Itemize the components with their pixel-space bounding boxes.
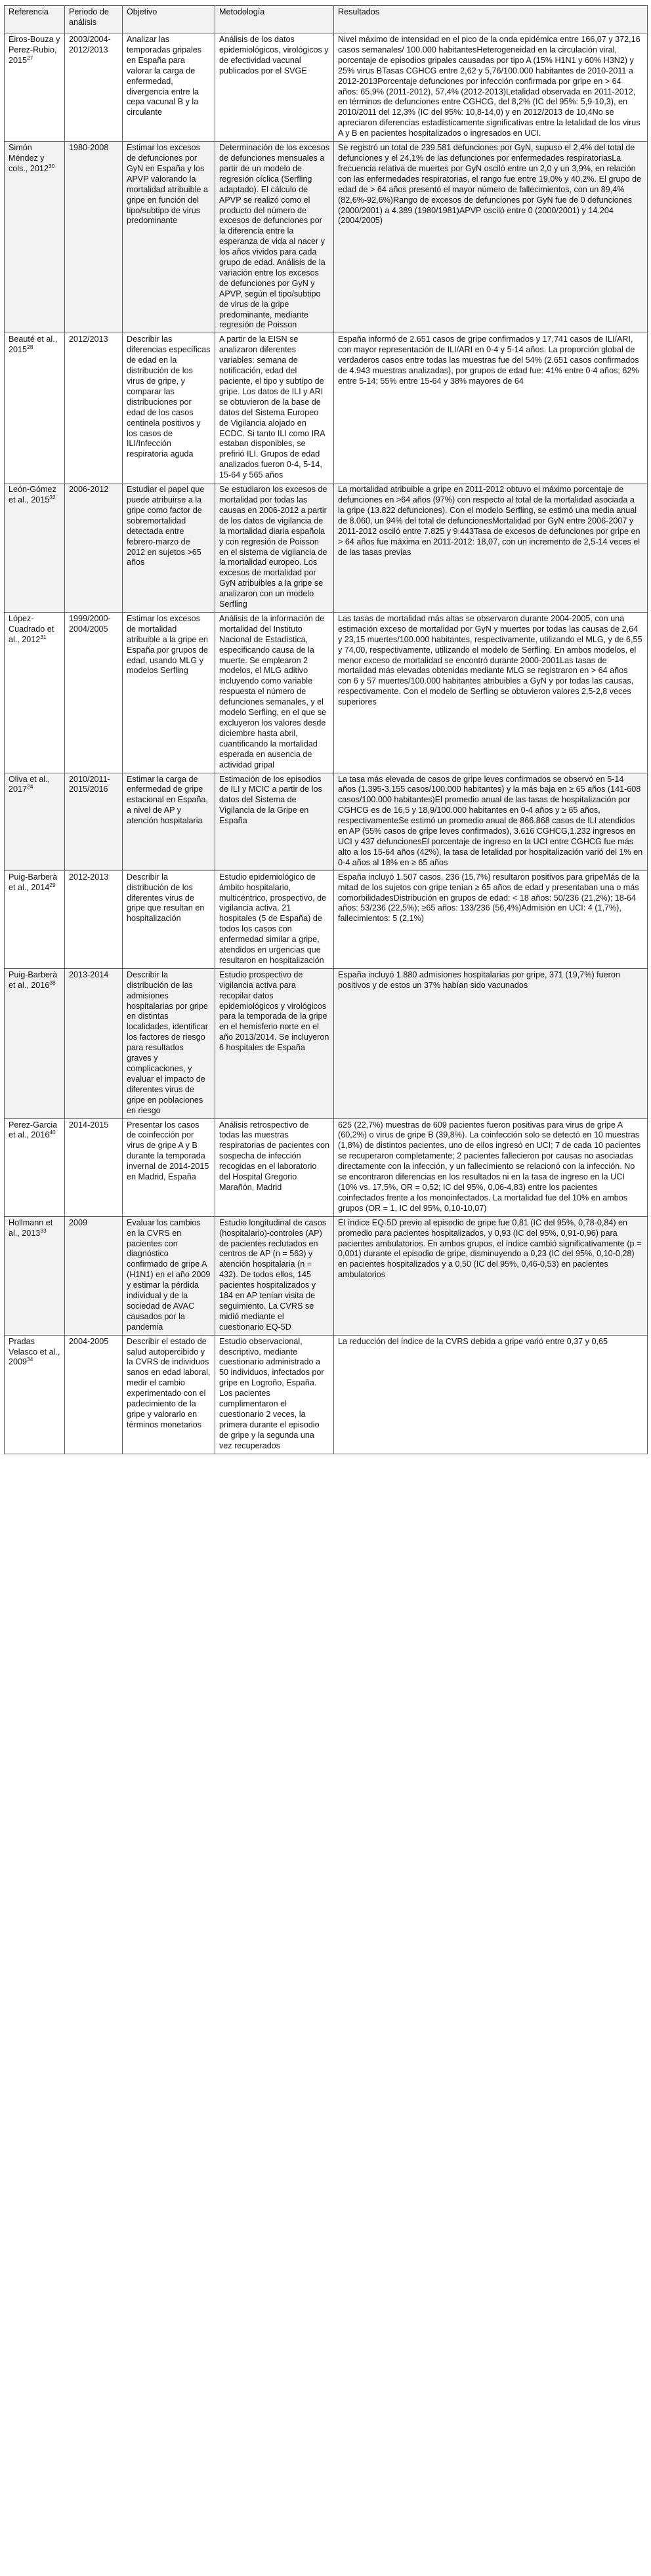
header-objetivo: Objetivo [123, 6, 215, 33]
reference-text: León-Gómez et al., 2015 [9, 485, 56, 504]
results-cell: La mortalidad atribuible a gripe en 2011-2012 obtuvo el máximo porcentaje de defunciones en >64 años (97%) con respecto al total de la mortalidad asociada a la gripe (13.822 defunciones). Con el modelo Serfling, se estimó una media anual de 8.060, un 94% del total de defuncionesMortalidad por GyN entre 2006-2007 y 2011-2012 osciló entre 7.825 y 9.443Tasa de excesos de defunciones por gripe en > 64 años fue máxima en 2011-2012: 18,07, con un incremento de 2,5-14 veces el de las tasas previas [334, 483, 648, 613]
objective-cell: Describir la distribución de los diferentes virus de gripe que resultan en hospitalización [123, 870, 215, 968]
reference-text: Hollmann et al., 2013 [9, 1217, 53, 1238]
methodology-cell: A partir de la EISN se analizaron diferentes variables: semana de notificación, edad del paciente, el tipo y subtipo de gripe. Los datos de ILI y ARI se obtuvieron de la base de datos del Sistema Europeo de Vigilancia alojado en ECDC. Si tanto ILI como IRA estaban disponibles, se prefirió ILI. Grupos de edad analizados fueron 0-4, 5-14, 15-64 y 565 años [215, 333, 334, 483]
header-periodo: Periodo de análisis [65, 6, 123, 33]
reference-text: Puig-Barberà et al., 2014 [9, 872, 58, 892]
methodology-cell: Estudio observacional, descriptivo, mediante cuestionario administrado a 50 individuos, infectados por gripe en Logroño, España. Los pacientes cumplimentaron el cuestionario 2 veces, la primera durante el episodio de gripe y la segunda una vez recuperados [215, 1335, 334, 1454]
table-row [5, 483, 648, 613]
period-cell: 2006-2012 [65, 483, 123, 613]
reference-number: 30 [48, 162, 55, 169]
table-row [5, 1118, 648, 1216]
reference-number: 33 [40, 1227, 47, 1234]
table-row [5, 870, 648, 968]
reference-number: 38 [49, 979, 56, 986]
header-referencia: Referencia [5, 6, 65, 33]
period-cell: 2004-2005 [65, 1335, 123, 1454]
reference-cell [5, 870, 65, 968]
results-cell: Las tasas de mortalidad más altas se observaron durante 2004-2005, con una estimación exceso de mortalidad por GyN y muertes por todas las causas de 2,64 y 23,15 muertes/100.000 habitantes, respectivamente, utilizando el MLG, y de 6,55 y 74,00, respectivamente, utilizando el modelo de Serfling. En ambos modelos, el menor exceso de mortalidad se encontró durante 2000-2001Las tasas de mortalidad más elevadas obtenidas mediante MLG se registraron en > 64 años con 6 y 57 muertes/100.000 habitantes atribuibles a GyN y por todas las causas, respectivamente. Con el modelo de Serfling se obtuvieron valores 2,5-2,8 veces superiores [334, 612, 648, 773]
reference-number: 27 [27, 54, 33, 61]
reference-number: 28 [27, 344, 33, 351]
methodology-cell: Determinación de los excesos de defunciones mensuales a partir de un modelo de regresión cíclica (Serfling adaptado). El cálculo de APVP se realizó como el producto del número de excesos de defunciones por la diferencia entre la esperanza de vida al nacer y los años vividos para cada grupo de edad. Análisis de la variación entre los excesos de defunciones por GyN y APVP, según el tipo/subtipo de virus de la gripe predominante, mediante regresión de Poisson [215, 142, 334, 333]
methodology-cell: Análisis de la información de mortalidad del Instituto Nacional de Estadística, especificando causa de la muerte. Se emplearon 2 modelos, el MLG aditivo incluyendo como variable respuesta el número de defunciones semanales, y el modelo Serfling, en el que se excluyeron los valores desde diciembre hasta abril, cuantificando la mortalidad esperada en ausencia de actividad gripal [215, 612, 334, 773]
objective-cell: Estimar los excesos de defunciones por GyN en España y los APVP valorando la mortalidad atribuible a gripe en función del tipo/subtipo de virus predominante [123, 142, 215, 333]
table-row [5, 968, 648, 1118]
table-row [5, 1216, 648, 1335]
period-cell: 2012/2013 [65, 333, 123, 483]
results-cell: La tasa más elevada de casos de gripe leves confirmados se observó en 5-14 años (1.395-3.155 casos/100.000 habitantes) y la más baja en ≥ 65 años (141-608 casos/100.000 habitantes)El promedio anual de las tasas de hospitalización por CGHCG es de 16,5 y 18,9/100.000 habitantes en 0-4 años y ≥ 65 años, respectivamenteSe estimó un promedio anual de 866.868 casos de ILI atendidos en AP (55% casos de gripe leves confirmados), 3.616 CGHCG,1.232 ingresos en UCI y 437 defuncionesEl porcentaje de ingreso en la UCI entre CGHCG fue más alto a los 15-64 años (42%), la tasa de letalidad por hospitalización varió del 1% en 0-4 años al 18% en ≥ 65 años [334, 773, 648, 870]
reference-text: Oliva et al., 2017 [9, 774, 50, 794]
reference-cell [5, 612, 65, 773]
reference-text: Pradas Velasco et al., 2009 [9, 1336, 60, 1367]
reference-cell [5, 773, 65, 870]
results-cell: 625 (22,7%) muestras de 609 pacientes fueron positivas para virus de gripe A (60,2%) o virus de gripe B (39,8%). La coinfección solo se detectó en 10 muestras (1,8%) de distintos pacientes, uno de ellos ingresó en UCI; 7 de cada 10 pacientes se recuperaron completamente; 2 pacientes fallecieron por causas no asociadas directamente con la infección, y un fallecimiento se relacionó con la infección. No se encontraron diferencias en los resultados ni en la tasa de ingreso en la UCI (10% vs. 17,5%, OR = 0,52; IC del 95%, 0,06-4,83) entre los pacientes coinfectados frente a los monoinfectados. La mortalidad fue del 10% en ambos grupos (OR = 1, IC del 95%, 0,10-10,07) [334, 1118, 648, 1216]
methodology-cell: Se estudiaron los excesos de mortalidad por todas las causas en 2006-2012 a partir de los datos de vigilancia de la mortalidad diaria española y con regresión de Poisson en el sistema de vigilancia de la mortalidad europeo. Los excesos de mortalidad por GyN atribuibles a la gripe se analizaron con un modelo Serfling [215, 483, 334, 613]
table-row [5, 612, 648, 773]
table-row [5, 142, 648, 333]
reference-cell [5, 1335, 65, 1454]
results-cell: Nivel máximo de intensidad en el pico de la onda epidémica entre 166,07 y 372,16 casos semanales/ 100.000 habitantesHeterogeneidad en la circulación viral, porcentaje de episodios gripales causadas por tipo A (15% H1N1 y 60% H3N2) y 25% virus BTasas CGHCG entre 2,62 y 5,76/100.000 habitantes de 2010-2011 a 2012-2013Porcentaje defunciones por infección confirmada por gripe en > 64 años: 65,9% (2011-2012), 57,4% (2012-2013)Letalidad observada en 2011-2012, en términos de defunciones entre CGHCG, del 8,2% (IC del 95%: 5,9-10,3), en 2010/2011 del 12,3% (IC del 95%: 10,8-14,0) y en 2012/2013 de 10,4No se apreciaron diferencias estadísticamente significativas entre la letalidad de los virus A y B en pacientes hospitalizados o ingresados en UCI. [334, 33, 648, 142]
reference-cell [5, 333, 65, 483]
reference-number: 34 [27, 1356, 33, 1363]
reference-cell [5, 142, 65, 333]
objective-cell: Describir la distribución de las admisiones hospitalarias por gripe en distintas localidades, identificar los factores de riesgo para resultados graves y complicaciones, y evaluar el impacto de diferentes virus de gripe en poblaciones en riesgo [123, 968, 215, 1118]
period-cell: 2009 [65, 1216, 123, 1335]
results-cell: España informó de 2.651 casos de gripe confirmados y 17,741 casos de ILI/ARI, con mayor representación de ILI/ARI en 0-4 y 5-14 años. La proporción global de verdaderos casos entre todas las muestras fue del 54% (2.651 casos confirmados de 4.943 muestras analizadas), por grupos de edad fue: 41% entre 0-4 años; 62% entre 5-14; 55% entre 15-64 y 38% mayores de 64 [334, 333, 648, 483]
reference-cell [5, 1216, 65, 1335]
objective-cell: Presentar los casos de coinfección por virus de gripe A y B durante la temporada invernal de 2014-2015 en Madrid, España [123, 1118, 215, 1216]
reference-text: Simón Méndez y cols., 2012 [9, 143, 49, 173]
objective-cell: Estimar la carga de enfermedad de gripe estacional en España, a nivel de AP y atención hospitalaria [123, 773, 215, 870]
results-cell: Se registró un total de 239.581 defunciones por GyN, supuso el 2,4% del total de defunciones y el 24,1% de las defunciones por enfermedades respiratoriasLa frecuencia relativa de muertes por GyN osciló entre un 2,0 y un 3,9%, en relación con las enfermedades respiratorias, el rango fue entre 19,0% y 40,2%. El grupo de edad de > 64 años presentó el mayor número de fallecimientos, con un 89,4% (82,6%-92,6%)Rango de excesos de defunciones por GyN fue de 0 defunciones (2000/2001) a 4.389 (1980/1981)APVP osciló entre 0 (2000/2001) y 14.204 (2004/2005) [334, 142, 648, 333]
reference-number: 40 [49, 1129, 56, 1136]
header-row [5, 6, 648, 33]
period-cell: 1999/2000-2004/2005 [65, 612, 123, 773]
reference-cell [5, 1118, 65, 1216]
objective-cell: Analizar las temporadas gripales en España para valorar la carga de enfermedad, divergencia entre la cepa vacunal B y la circulante [123, 33, 215, 142]
reference-number: 31 [40, 633, 47, 640]
reference-number: 24 [27, 783, 33, 790]
period-cell: 2012-2013 [65, 870, 123, 968]
reference-text: Beauté et al., 2015 [9, 335, 58, 355]
period-cell: 2013-2014 [65, 968, 123, 1118]
objective-cell: Estimar los excesos de mortalidad atribuible a la gripe en España por grupos de edad, usando MLG y modelos Serfling [123, 612, 215, 773]
table-body [5, 33, 648, 1454]
reference-text: Perez-Garcia et al., 2016 [9, 1120, 58, 1140]
period-cell: 2003/2004-2012/2013 [65, 33, 123, 142]
period-cell: 2010/2011-2015/2016 [65, 773, 123, 870]
methodology-cell: Análisis retrospectivo de todas las muestras respiratorias de pacientes con sospecha de infección recogidas en el laboratorio del Hospital Gregorio Marañón, Madrid [215, 1118, 334, 1216]
period-cell: 2014-2015 [65, 1118, 123, 1216]
results-cell: El índice EQ-5D previo al episodio de gripe fue 0,81 (IC del 95%, 0,78-0,84) en promedio para pacientes hospitalizados, y 0,93 (IC del 95%, 0,91-0,96) para pacientes ambulatorios. En ambos grupos, el índice cambió significativamente (p = 0,001) durante el episodio de gripe, disminuyendo a 0,23 (IC del 95%, 0,10-0,28) en pacientes hospitalizados y a 0,50 (IC del 95%, 0,46-0,53) en pacientes ambulatorios [334, 1216, 648, 1335]
reference-text: Puig-Barberà et al., 2016 [9, 970, 58, 990]
methodology-cell: Análisis de los datos epidemiológicos, virológicos y de efectividad vacunal publicados por el SVGE [215, 33, 334, 142]
methodology-cell: Estudio longitudinal de casos (hospitalario)-controles (AP) de pacientes reclutados en centros de AP (n = 563) y atención hospitalaria (n = 432). De todos ellos, 145 pacientes hospitalizados y 184 en AP tenían visita de seguimiento. La CVRS se midió mediante el cuestionario EQ-5D [215, 1216, 334, 1335]
reference-text: López-Cuadrado et al., 2012 [9, 613, 54, 644]
objective-cell: Evaluar los cambios en la CVRS en pacientes con diagnóstico confirmado de gripe A (H1N1) en el año 2009 y estimar la pérdida individual y de la sociedad de AVAC causados por la pandemia [123, 1216, 215, 1335]
methodology-cell: Estudio epidemiológico de ámbito hospitalario, multicéntrico, prospectivo, de vigilancia activa. 21 hospitales (5 de España) de todos los casos con enfermedad similar a gripe, atendidos en urgencias que resultaron en hospitalización [215, 870, 334, 968]
objective-cell: Describir el estado de salud autopercibido y la CVRS de individuos sanos en edad laboral, medir el cambio experimentado con el padecimiento de la gripe y valorarlo en términos monetarios [123, 1335, 215, 1454]
table-row [5, 773, 648, 870]
table-row [5, 333, 648, 483]
table-row [5, 33, 648, 142]
methodology-cell: Estudio prospectivo de vigilancia activa para recopilar datos epidemiológicos y virológicos para la temporada de la gripe en el hemisferio norte en el año 2013/2014. Se incluyeron 6 hospitales de España [215, 968, 334, 1118]
methodology-cell: Estimación de los episodios de ILI y MCIC a partir de los datos del Sistema de Vigilancia de la Gripe en España [215, 773, 334, 870]
results-table [4, 5, 648, 1454]
table-header [5, 6, 648, 33]
results-cell: La reducción del índice de la CVRS debida a gripe varió entre 0,37 y 0,65 [334, 1335, 648, 1454]
header-resultados: Resultados [334, 6, 648, 33]
results-cell: España incluyó 1.507 casos, 236 (15,7%) resultaron positivos para gripeMás de la mitad de los sujetos con gripe tenían ≥ 65 años de edad y presentaban una o más comorbilidadesDistribución en grupos de edad: < 18 años: 50/236 (21,2%); 18-64 años: 53/236 (22,5%); ≥65 años: 133/236 (56,4%)Admisión en UCI: 4 (1,7%), fallecimientos: 5 (2,1%) [334, 870, 648, 968]
reference-text: Eiros-Bouza y Perez-Rubio, 2015 [9, 35, 60, 65]
objective-cell: Describir las diferencias específicas de edad en la distribución de los virus de gripe, y comparar las distribuciones por edad de los casos centinela positivos y los casos de ILI/Infección respiratoria aguda [123, 333, 215, 483]
reference-number: 29 [49, 881, 56, 888]
reference-cell [5, 33, 65, 142]
objective-cell: Estudiar el papel que puede atribuirse a la gripe como factor de sobremortalidad detectada entre febrero-marzo de 2012 en sujetos >65 años [123, 483, 215, 613]
reference-cell [5, 968, 65, 1118]
reference-cell [5, 483, 65, 613]
table-row [5, 1335, 648, 1454]
reference-number: 32 [49, 493, 56, 501]
period-cell: 1980-2008 [65, 142, 123, 333]
header-metodologia: Metodología [215, 6, 334, 33]
results-cell: España incluyó 1.880 admisiones hospitalarias por gripe, 371 (19,7%) fueron positivos y de estos un 37% habían sido vacunados [334, 968, 648, 1118]
